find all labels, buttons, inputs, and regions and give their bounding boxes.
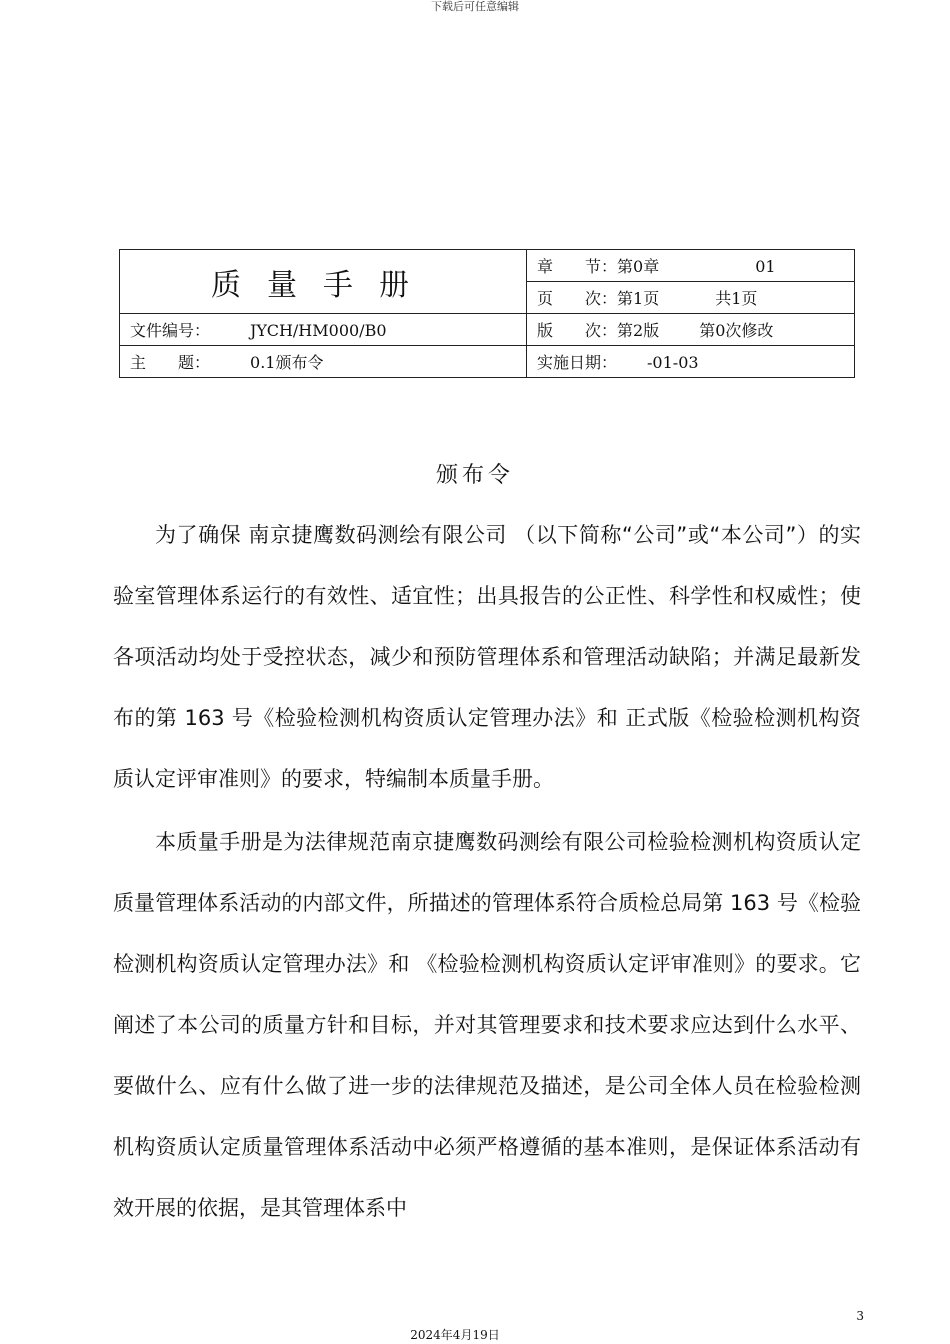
footer-date: 2024年4月19日: [410, 1328, 500, 1342]
top-note: 下载后可任意编辑: [431, 0, 519, 13]
implementation-date-row: [527, 346, 855, 378]
page-number: 3: [856, 1309, 864, 1323]
doc-number-value: JYCH/HM000/B0: [250, 321, 387, 340]
document-body: [113, 505, 861, 1239]
subject-row: [120, 346, 527, 378]
implementation-date-value: -01-03: [647, 353, 699, 372]
chapter-label: 章 节：: [537, 257, 618, 276]
page-label: 页 次：: [537, 289, 618, 308]
subject-label: 主 题：: [130, 353, 211, 372]
chapter-code: 01: [755, 257, 776, 276]
doc-number-label: 文件编号：: [130, 321, 211, 340]
page-row: [527, 282, 855, 314]
document-heading: 颁布令: [435, 463, 514, 488]
chapter-row: [527, 250, 855, 282]
chapter-value: 第0章: [617, 257, 660, 276]
version-label: 版 次：: [537, 321, 618, 340]
version-row: [527, 314, 855, 346]
body-paragraph-2: 本质量手册是为法律规范南京捷鹰数码测绘有限公司检验检测机构资质认定质量管理体系活动的内部文件，所描述的管理体系符合质检总局第 163 号《检验检测机构资质认定管理办法》和 《检验检测机构资质认定评审准则》的要求。它阐述了本公司的质量方针和目标，并对其管理要求和技术要求应达到什么水平、要做什么、应有什么做了进一步的法律规范及描述，是公司全体人员在检验检测机构资质认定质量管理体系活动中必须严格遵循的基本准则，是保证体系活动有效开展的依据，是其管理体系中: [113, 830, 861, 1220]
subject-value: 0.1颁布令: [250, 353, 324, 372]
document-header-table: [119, 249, 855, 378]
page-value: 第1页: [617, 289, 660, 308]
doc-number-row: [120, 314, 527, 346]
page-total: 共1页: [715, 289, 758, 308]
implementation-date-label: 实施日期：: [537, 353, 618, 372]
version-value: 第2版: [617, 321, 660, 340]
manual-title: 质量手册: [120, 250, 527, 314]
body-paragraph-1: 为了确保 南京捷鹰数码测绘有限公司 （以下简称“公司”或“本公司”）的实验室管理体系运行的有效性、适宜性；出具报告的公正性、科学性和权威性；使各项活动均处于受控状态，减少和预防管理体系和管理活动缺陷；并满足最新发布的第 163 号《检验检测机构资质认定管理办法》和 正式版《检验检测机构资质认定评审准则》的要求，特编制本质量手册。: [113, 523, 861, 791]
revision-value: 第0次修改: [699, 321, 774, 340]
